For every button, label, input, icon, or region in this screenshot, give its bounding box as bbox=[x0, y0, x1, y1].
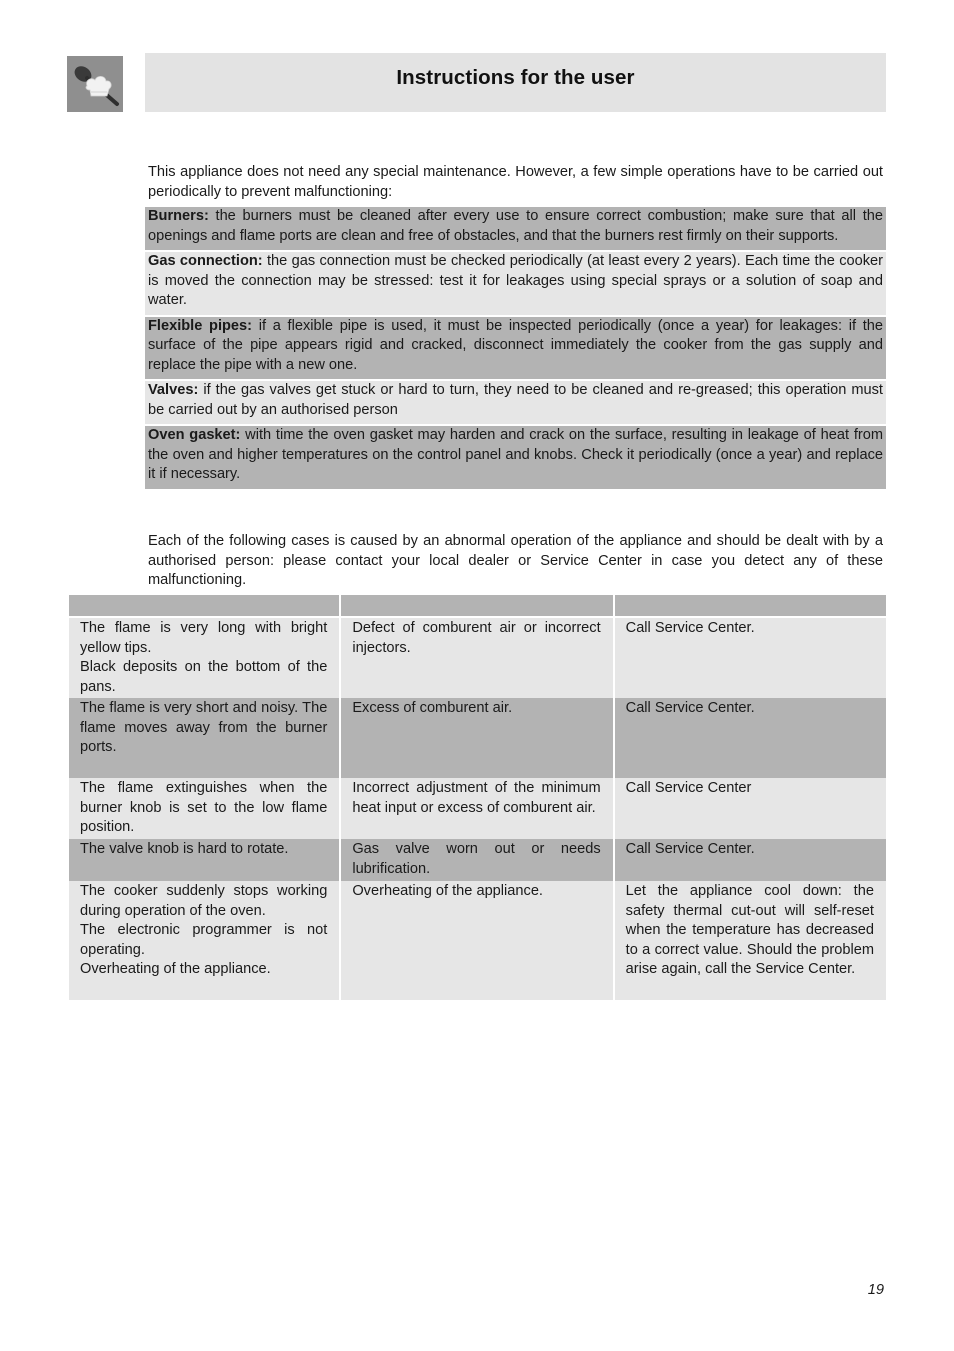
header-cell-remedy bbox=[615, 595, 886, 616]
table-row bbox=[69, 698, 886, 778]
item-label: Burners: bbox=[148, 208, 209, 224]
table-row bbox=[69, 618, 886, 698]
cause-cell: Excess of comburent air. bbox=[341, 698, 612, 778]
item-label: Valves: bbox=[148, 382, 199, 398]
page-title: Instructions for the user bbox=[396, 66, 635, 89]
problem-cell: The valve knob is hard to rotate. bbox=[69, 839, 339, 881]
maintenance-item-valves bbox=[145, 381, 886, 424]
remedy-cell: Call Service Center. bbox=[615, 618, 886, 698]
item-text: the gas connection must be checked periodically (at least every 2 years). Each time the cooker is moved the connection may be stressed: test it for leakages using special sprays or a solution of soap and water. bbox=[148, 253, 883, 308]
cause-cell: Overheating of the appliance. bbox=[341, 881, 612, 1000]
troubleshooting-intro: Each of the following cases is caused by an abnormal operation of the appliance and should be dealt with by a authorised person: please contact your local dealer or Service Center in case you detect any of these malfunctioning. bbox=[148, 533, 883, 588]
remedy-cell: Call Service Center. bbox=[615, 839, 886, 881]
maintenance-item-flexible-pipes bbox=[145, 317, 886, 380]
header-bar bbox=[145, 53, 886, 112]
page-number: 19 bbox=[867, 1282, 884, 1298]
table-row bbox=[69, 778, 886, 839]
table-header bbox=[69, 595, 886, 616]
header-cell-cause bbox=[341, 595, 612, 616]
problem-cell: The flame extinguishes when the burner knob is set to the low flame position. bbox=[69, 778, 339, 839]
troubleshooting-table bbox=[69, 595, 886, 1000]
maintenance-list bbox=[145, 207, 886, 491]
maintenance-item-gas-connection bbox=[145, 252, 886, 315]
table-row bbox=[69, 881, 886, 1000]
remedy-cell: Let the appliance cool down: the safety thermal cut-out will self-reset when the temperature has decreased to a correct value. Should the problem arise again, call the Service Center. bbox=[615, 881, 886, 1000]
remedy-cell: Call Service Center bbox=[615, 778, 886, 839]
item-text: if a flexible pipe is used, it must be inspected periodically (once a year) for leakages: if the surface of the pipe appears rigid and cracked, disconnect immediately the cooker from the gas supply and replace the pipe with a new one. bbox=[148, 317, 883, 373]
header-cell-problem bbox=[69, 595, 339, 616]
item-text: with time the oven gasket may harden and crack on the surface, resulting in leakage of heat from the oven and higher temperatures on the control panel and knobs. Check it periodically (once a year) and replace it if necessary. bbox=[148, 427, 884, 482]
cause-cell: Incorrect adjustment of the minimum heat input or excess of comburent air. bbox=[341, 778, 612, 839]
table-row bbox=[69, 839, 886, 881]
cause-cell: Gas valve worn out or needs lubrification. bbox=[341, 839, 612, 881]
spoon-chef-hat-icon bbox=[67, 56, 123, 112]
problem-cell: The flame is very short and noisy. The flame moves away from the burner ports. bbox=[69, 698, 339, 778]
chef-logo bbox=[67, 56, 123, 112]
item-text: the burners must be cleaned after every use to ensure correct combustion; make sure that all the openings and flame ports are clean and free of obstacles, and that the burners rest firmly on their supports. bbox=[148, 208, 883, 244]
item-label: Flexible pipes: bbox=[148, 317, 253, 334]
maintenance-item-oven-gasket bbox=[145, 426, 886, 489]
item-label: Gas connection: bbox=[148, 253, 263, 269]
maintenance-item-burners bbox=[145, 207, 886, 250]
problem-cell: The flame is very long with bright yellow tips. Black deposits on the bottom of the pans. bbox=[69, 618, 339, 698]
item-text: if the gas valves get stuck or hard to turn, they need to be cleaned and re-greased; this operation must be carried out by an authorised person bbox=[148, 382, 883, 418]
maintenance-intro: This appliance does not need any special maintenance. However, a few simple operations have to be carried out periodically to prevent malfunctioning: bbox=[148, 164, 883, 200]
problem-cell: The cooker suddenly stops working during operation of the oven. The electronic programmer is not operating. Overheating of the appliance. bbox=[69, 881, 339, 1000]
item-label: Oven gasket: bbox=[148, 427, 241, 443]
cause-cell: Defect of comburent air or incorrect injectors. bbox=[341, 618, 612, 698]
remedy-cell: Call Service Center. bbox=[615, 698, 886, 778]
